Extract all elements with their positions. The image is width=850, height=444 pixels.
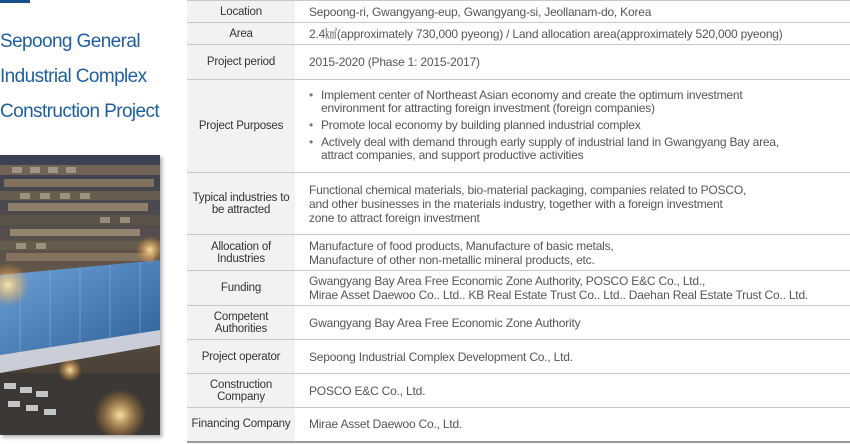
table-row [187,23,850,45]
value-line: zone to attract foreign investment [309,210,480,225]
row-label [187,374,295,408]
value-line: Gwangyang Bay Area Free Economic Zone Authority [309,315,581,330]
row-value [295,45,850,80]
value-line: Manufacture of food products, Manufacture of basic metals, [309,238,614,253]
value-line: environment for attracting foreign investment (foreign companies) [321,100,655,115]
row-value [295,306,850,340]
value-line: and other businesses in the materials industry, together with a foreign investment [309,196,723,211]
value-line: Mirae Asset Daewoo Co., Ltd. [309,417,463,432]
row-label-text: Competent Authorities [213,310,269,335]
table-row [187,235,850,271]
value-line: Mirae Asset Daewoo Co.. Ltd.. KB Real Estate Trust Co.. Ltd.. Daehan Real Estate Trust Co.. Ltd. [309,288,809,302]
row-value [295,23,850,45]
value-line: Sepoong-ri, Gwangyang-eup, Gwangyang-si, Jeollanam-do, Korea [309,4,652,19]
row-label-text: Typical industries to be attracted [192,191,290,216]
title-line-1: Sepoong General [0,31,140,52]
row-label-text: Construction Company [209,378,273,403]
value-line: attract companies, and support productive activities [321,147,584,162]
table-row [187,408,850,442]
row-label: Location [187,1,295,23]
row-value [295,235,850,271]
value-line: • Actively deal with demand through early supply of industrial land in Gwangyang Bay area, [321,134,780,149]
table-row [187,1,850,23]
list-item [309,136,850,162]
row-label: Funding [187,271,295,306]
table-row [187,173,850,235]
row-label [187,80,295,173]
title-line-3: Construction Project [0,101,160,122]
project-title [0,24,180,129]
row-value [295,80,850,173]
row-label-text: Project period [206,56,276,68]
value-line: 2.4㎢(approximately 730,000 pyeong) / Land allocation area(approximately 520,000 pyeong) [309,26,783,41]
title-line-2: Industrial Complex [0,66,147,87]
table-row [187,306,850,340]
row-label [187,235,295,271]
value-line: Gwangyang Bay Area Free Economic Zone Authority, POSCO E&C Co., Ltd., [309,274,706,288]
value-line: Functional chemical materials, bio-material packaging, companies related to POSCO, [309,182,747,197]
value-line: POSCO E&C Co., Ltd. [309,383,426,398]
value-line: Manufacture of other non-metallic mineral products, etc. [309,252,595,267]
value-line: • Promote local economy by building planned industrial complex [321,117,641,132]
row-label: Area [187,23,295,45]
table-row [187,45,850,80]
purpose-list [309,89,850,162]
row-value [295,408,850,442]
row-label [187,340,295,374]
row-label-text: Project operator [201,350,281,363]
row-value [295,173,850,235]
row-label-text: Financing Company [191,418,291,431]
value-line: Sepoong Industrial Complex Development Co., Ltd. [309,349,573,364]
list-item [309,89,850,115]
accent-bar [0,0,30,3]
industrial-complex-photo [0,155,160,435]
row-value [295,1,850,23]
table-row [187,374,850,408]
row-label [187,306,295,340]
value-line: • Implement center of Northeast Asian economy and create the optimum investment [321,87,743,102]
project-info-table [187,0,850,443]
table-row [187,80,850,173]
row-value [295,374,850,408]
row-label-text: Allocation of Industries [210,240,272,265]
row-label [187,173,295,235]
row-label [187,45,295,80]
row-value [295,340,850,374]
row-label-text: Project Purposes [198,120,284,132]
row-label [187,408,295,442]
table-row [187,340,850,374]
table-row [187,271,850,306]
value-line: 2015-2020 (Phase 1: 2015-2017) [309,55,480,69]
list-item [309,119,850,132]
row-value [295,271,850,306]
